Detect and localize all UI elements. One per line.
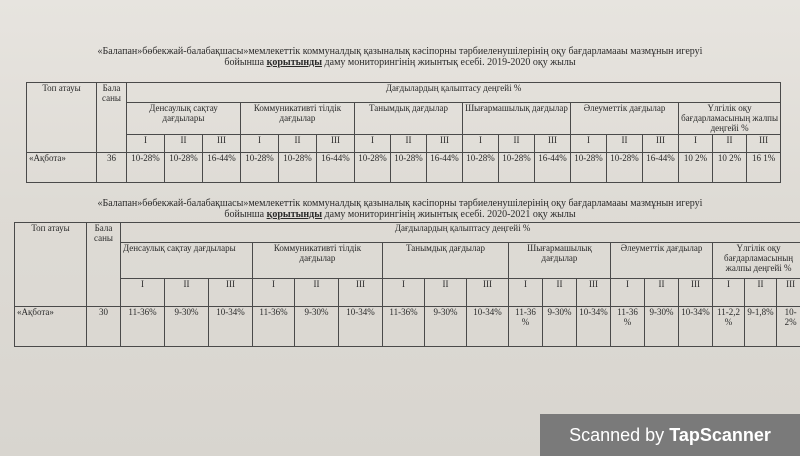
group-header: Топ атауы (15, 223, 87, 307)
skills-header: Дағдылардың қалыптасу деңгейі % (121, 223, 800, 243)
category-header: Үлгілік оқу бағдарламасының жалпы деңгейі % (679, 103, 781, 135)
level-header: II (279, 135, 317, 153)
value-cell: 9-30% (295, 307, 339, 347)
watermark-prefix: Scanned by (569, 425, 665, 445)
value-cell: 10-28% (165, 153, 203, 183)
level-header: III (339, 279, 383, 307)
category-header: Әлеуметтік дағдылар (571, 103, 679, 135)
level-header: II (425, 279, 467, 307)
level-header: I (509, 279, 543, 307)
value-cell: 16-44% (643, 153, 679, 183)
level-header: III (679, 279, 713, 307)
value-cell: 11-36% (253, 307, 295, 347)
value-cell: 10-28% (241, 153, 279, 183)
category-header: Танымдық дағдылар (383, 243, 509, 279)
value-cell: 11-36% (383, 307, 425, 347)
level-header: III (209, 279, 253, 307)
report1-title-line1: «Балапан»бөбекжай-балабақшасы»мемлекеттік коммуналдық қазыналық кәсіпорны тәрбиеленушілерінің оқу бағдарламааы мазмұнын игеруі (97, 46, 703, 57)
value-cell: 16-44% (203, 153, 241, 183)
table-row (15, 307, 800, 347)
count-header: Бала саны (97, 83, 127, 153)
category-header: Үлгілік оқу бағдарламасының жалпы деңгейі % (713, 243, 800, 279)
level-header: II (165, 135, 203, 153)
value-cell: 10-28% (499, 153, 535, 183)
value-cell: 10-28% (607, 153, 643, 183)
value-cell: 10-28% (463, 153, 499, 183)
level-header: II (543, 279, 577, 307)
value-cell: 10-34% (209, 307, 253, 347)
category-header: Коммуникативті тілдік дағдылар (241, 103, 355, 135)
level-header: I (713, 279, 745, 307)
value-cell: 10-34% (679, 307, 713, 347)
value-cell: 9-30% (645, 307, 679, 347)
level-header: I (241, 135, 279, 153)
category-header: Әлеуметтік дағдылар (611, 243, 713, 279)
level-header: I (611, 279, 645, 307)
group-name: «Ақбота» (27, 153, 97, 183)
group-header: Топ атауы (27, 83, 97, 153)
level-header: III (643, 135, 679, 153)
value-cell: 11-2,2 % (713, 307, 745, 347)
level-header: I (383, 279, 425, 307)
value-cell: 9-30% (543, 307, 577, 347)
level-header: I (679, 135, 713, 153)
value-cell: 9-1,8% (745, 307, 777, 347)
level-header: II (607, 135, 643, 153)
count-header: Бала саны (87, 223, 121, 307)
value-cell: 9-30% (165, 307, 209, 347)
category-header: Танымдық дағдылар (355, 103, 463, 135)
value-cell: 10-28% (355, 153, 391, 183)
level-header: II (499, 135, 535, 153)
level-header: III (317, 135, 355, 153)
report2-title (0, 198, 800, 220)
value-cell: 10-2% (777, 307, 800, 347)
value-cell: 10-28% (391, 153, 427, 183)
level-header: I (463, 135, 499, 153)
report1-title-line2: бойынша қорытынды даму мониторингінің жиынтық есебі. 2019-2020 оқу жылы (224, 57, 576, 68)
level-header: I (121, 279, 165, 307)
category-header: Коммуникативті тілдік дағдылар (253, 243, 383, 279)
level-header: III (577, 279, 611, 307)
level-header: III (747, 135, 781, 153)
category-header: Шығармашылық дағдылар (463, 103, 571, 135)
level-header: III (427, 135, 463, 153)
level-header: II (713, 135, 747, 153)
level-header: II (645, 279, 679, 307)
level-header: II (165, 279, 209, 307)
value-cell: 10 2% (679, 153, 713, 183)
level-header: II (745, 279, 777, 307)
value-cell: 16-44% (317, 153, 355, 183)
report1-table (26, 82, 781, 183)
report1-title (0, 46, 800, 68)
scanner-watermark (540, 414, 800, 456)
value-cell: 16-44% (427, 153, 463, 183)
category-header: Денсаулық сақтау дағдылары (121, 243, 253, 279)
value-cell: 10 2% (713, 153, 747, 183)
value-cell: 10-28% (127, 153, 165, 183)
skills-header: Дағдылардың қалыптасу деңгейі % (127, 83, 781, 103)
level-header: III (535, 135, 571, 153)
child-count: 30 (87, 307, 121, 347)
value-cell: 11-36% (121, 307, 165, 347)
table-row (27, 153, 781, 183)
value-cell: 10-34% (339, 307, 383, 347)
category-header: Шығармашылық дағдылар (509, 243, 611, 279)
report2-table (14, 222, 800, 347)
value-cell: 10-28% (279, 153, 317, 183)
level-header: III (203, 135, 241, 153)
watermark-brand: TapScanner (669, 425, 771, 445)
level-header: III (467, 279, 509, 307)
level-header: II (391, 135, 427, 153)
report2-title-line1: «Балапан»бөбекжай-балабақшасы»мемлекеттік коммуналдық қазыналық кәсіпорны тәрбиеленушілерінің оқу бағдарламааы мазмұнын игеруі (97, 198, 703, 209)
level-header: I (253, 279, 295, 307)
level-header: I (571, 135, 607, 153)
report2-title-line2: бойынша қорытынды даму мониторингінің жиынтық есебі. 2020-2021 оқу жылы (224, 209, 576, 220)
level-header: I (355, 135, 391, 153)
value-cell: 10-34% (467, 307, 509, 347)
value-cell: 16-44% (535, 153, 571, 183)
child-count: 36 (97, 153, 127, 183)
value-cell: 10-28% (571, 153, 607, 183)
value-cell: 10-34% (577, 307, 611, 347)
level-header: II (295, 279, 339, 307)
value-cell: 11-36 % (611, 307, 645, 347)
level-header: I (127, 135, 165, 153)
value-cell: 16 1% (747, 153, 781, 183)
group-name: «Ақбота» (15, 307, 87, 347)
category-header: Денсаулық сақтау дағдылары (127, 103, 241, 135)
level-header: III (777, 279, 800, 307)
value-cell: 9-30% (425, 307, 467, 347)
value-cell: 11-36 % (509, 307, 543, 347)
